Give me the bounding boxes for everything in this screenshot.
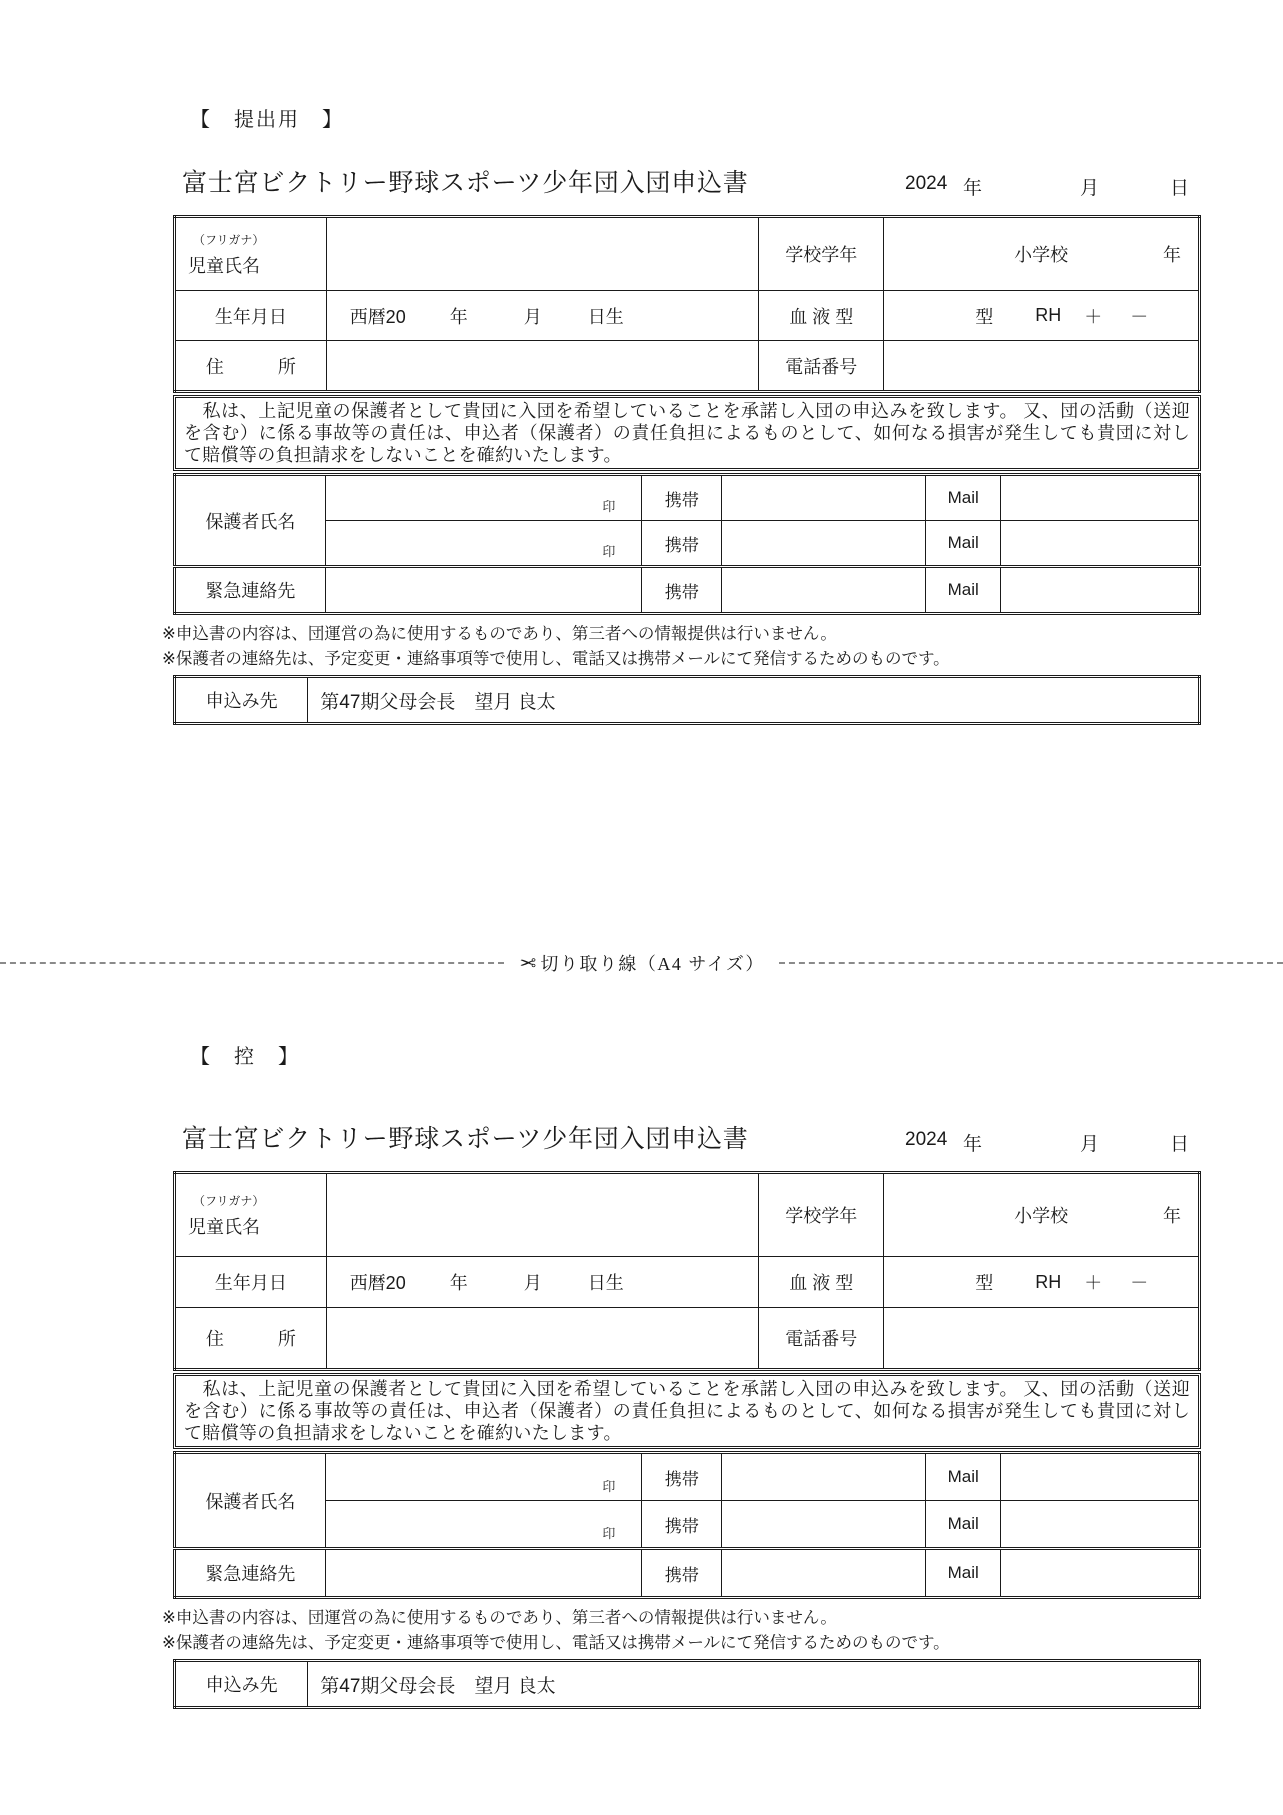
submit-to-label: 申込み先 (175, 677, 308, 724)
emergency-mobile-label: 携帯 (642, 1549, 722, 1598)
guardian1-mobile-label: 携帯 (642, 1453, 722, 1501)
blood-rh-minus: － (1130, 306, 1149, 327)
application-form-submission-copy (0, 103, 1283, 725)
phone-label: 電話番号 (759, 1308, 884, 1370)
blood-rh-label: RH (1035, 305, 1062, 325)
birth-date-field (326, 291, 759, 341)
note-line: ※保護者の連絡先は、予定変更・連絡事項等で使用し、電話又は携帯メールにて発信するためのものです。 (162, 650, 950, 668)
address-label: 住 所 (175, 341, 327, 392)
school-grade-field (884, 217, 1200, 291)
address-field (326, 341, 759, 392)
guardian1-mail-label: Mail (926, 475, 1001, 521)
blood-rh-plus: ＋ (1084, 1273, 1103, 1293)
date-year-unit: 年 (963, 1134, 983, 1155)
birth-date-label: 生年月日 (175, 1257, 327, 1308)
guardian2-mail-label: Mail (926, 1501, 1001, 1549)
guardian2-mobile-label: 携帯 (642, 1501, 722, 1549)
birth-date-label: 生年月日 (175, 291, 327, 341)
furigana-label: （フリガナ） (193, 1193, 265, 1208)
cut-line-label (504, 950, 779, 976)
seal-mark: 印 (602, 499, 616, 514)
emergency-mobile-field (722, 1549, 926, 1598)
notes (162, 622, 1283, 672)
blood-type-unit: 型 (975, 1273, 994, 1293)
guardian2-mail-label: Mail (926, 521, 1001, 567)
birth-month-unit: 月 (523, 306, 542, 327)
birth-month-unit: 月 (523, 1273, 542, 1293)
consent-text: 私は、上記児童の保護者として貴団に入団を希望していることを承諾し入団の申込みを致します。 又、団の活動（送迎を含む）に係る事故等の責任は、申込者（保護者）の責任負担によるものとして、如何なる損害が発生しても貴団に対して賠償等の負担請求をしないことを確約いたします。 (184, 1379, 1190, 1443)
child-name-field (326, 217, 759, 291)
school-grade-field (884, 1173, 1200, 1257)
phone-field (884, 1308, 1200, 1370)
date-month-unit: 月 (1080, 1134, 1100, 1155)
address-label: 住 所 (175, 1308, 327, 1370)
guardian2-mail-field (1001, 521, 1200, 567)
emergency-mail-field (1001, 567, 1200, 614)
scissors-icon: ✂ (518, 952, 537, 975)
child-info-table (173, 215, 1201, 393)
birth-era-prefix: 西暦20 (349, 1273, 406, 1293)
seal-mark: 印 (602, 1479, 616, 1494)
date-line (905, 1129, 1235, 1153)
form-title: 富士宮ビクトリー野球スポーツ少年団入団申込書 (182, 169, 749, 197)
form-title: 富士宮ビクトリー野球スポーツ少年団入団申込書 (182, 1125, 749, 1153)
submit-to-table (173, 1659, 1201, 1709)
submit-to-table (173, 675, 1201, 725)
child-name-field (326, 1173, 759, 1257)
seal-mark: 印 (602, 1526, 616, 1541)
date-year: 2024 (905, 1129, 948, 1150)
emergency-mail-label: Mail (926, 1549, 1001, 1598)
cut-line-text: 切り取り線（A4 サイズ） (540, 954, 765, 974)
birth-year-unit: 年 (449, 306, 468, 327)
furigana-label: （フリガナ） (193, 232, 265, 247)
consent-text: 私は、上記児童の保護者として貴団に入団を希望していることを承諾し入団の申込みを致します。 又、団の活動（送迎を含む）に係る事故等の責任は、申込者（保護者）の責任負担によるものとして、如何なる損害が発生しても貴団に対して賠償等の負担請求をしないことを確約いたします。 (184, 401, 1190, 465)
submit-to-value: 第47期父母会長 望月 良太 (308, 1661, 1200, 1708)
consent-statement-box (173, 1373, 1201, 1449)
note-line: ※保護者の連絡先は、予定変更・連絡事項等で使用し、電話又は携帯メールにて発信するためのものです。 (162, 1634, 950, 1652)
guardian-contact-table (173, 1451, 1201, 1599)
emergency-mobile-label: 携帯 (642, 567, 722, 614)
guardian2-mail-field (1001, 1501, 1200, 1549)
school-grade-label: 学校学年 (759, 217, 884, 291)
date-line (905, 173, 1235, 197)
phone-label: 電話番号 (759, 341, 884, 392)
birth-era-prefix: 西暦20 (349, 306, 406, 327)
emergency-name-field (325, 567, 642, 614)
blood-rh-minus: － (1130, 1273, 1149, 1293)
seal-mark: 印 (602, 544, 616, 559)
birth-year-unit: 年 (449, 1273, 468, 1293)
guardian-name-label: 保護者氏名 (175, 1453, 326, 1549)
emergency-mail-field (1001, 1549, 1200, 1598)
elementary-school-label: 小学校 (1014, 245, 1069, 265)
child-name-label-cell (175, 1173, 327, 1257)
guardian1-mobile-field (722, 1453, 926, 1501)
submit-to-label: 申込み先 (175, 1661, 308, 1708)
guardian1-mobile-field (722, 475, 926, 521)
cut-dash-left (0, 962, 504, 964)
emergency-contact-label: 緊急連絡先 (175, 1549, 326, 1598)
blood-type-field (884, 291, 1200, 341)
application-form-keep-copy (0, 1040, 1283, 1709)
copy-type-label: 【 提出用 】 (190, 109, 344, 131)
guardian2-name-field (325, 1501, 642, 1549)
child-name-label: 児童氏名 (188, 1216, 260, 1237)
blood-type-field (884, 1257, 1200, 1308)
guardian2-mobile-field (722, 521, 926, 567)
birth-day-unit: 日生 (587, 306, 624, 327)
elementary-school-label: 小学校 (1014, 1206, 1069, 1226)
date-year: 2024 (905, 173, 948, 194)
emergency-mail-label: Mail (926, 567, 1001, 614)
blood-rh-label: RH (1035, 1271, 1062, 1292)
submit-to-value: 第47期父母会長 望月 良太 (308, 677, 1200, 724)
title-row (182, 1119, 1283, 1155)
date-day-unit: 日 (1170, 1134, 1190, 1155)
guardian2-mobile-label: 携帯 (642, 521, 722, 567)
address-field (326, 1308, 759, 1370)
emergency-contact-label: 緊急連絡先 (175, 567, 326, 614)
emergency-name-field (325, 1549, 642, 1598)
consent-statement-box (173, 395, 1201, 471)
child-name-label: 児童氏名 (188, 255, 260, 276)
note-line: ※申込書の内容は、団運営の為に使用するものであり、第三者への情報提供は行いません。 (162, 625, 837, 643)
guardian2-name-field (325, 521, 642, 567)
blood-type-unit: 型 (975, 306, 994, 327)
child-name-label-cell (175, 217, 327, 291)
grade-year-unit: 年 (1163, 1206, 1181, 1226)
cut-dash-right (779, 962, 1283, 964)
blood-type-label: 血 液 型 (759, 1257, 884, 1308)
birth-date-field (326, 1257, 759, 1308)
date-year-unit: 年 (963, 178, 983, 199)
guardian1-name-field (325, 475, 642, 521)
guardian1-mail-field (1001, 1453, 1200, 1501)
guardian-contact-table (173, 473, 1201, 615)
blood-rh-plus: ＋ (1084, 306, 1103, 327)
title-row (182, 163, 1283, 199)
guardian-name-label: 保護者氏名 (175, 475, 326, 567)
note-line: ※申込書の内容は、団運営の為に使用するものであり、第三者への情報提供は行いません。 (162, 1609, 837, 1627)
guardian1-mail-field (1001, 475, 1200, 521)
date-month-unit: 月 (1080, 178, 1100, 199)
child-info-table (173, 1171, 1201, 1371)
guardian1-name-field (325, 1453, 642, 1501)
notes (162, 1606, 1283, 1656)
phone-field (884, 341, 1200, 392)
cut-line (0, 948, 1283, 978)
guardian1-mail-label: Mail (926, 1453, 1001, 1501)
blood-type-label: 血 液 型 (759, 291, 884, 341)
grade-year-unit: 年 (1163, 245, 1181, 265)
guardian2-mobile-field (722, 1501, 926, 1549)
emergency-mobile-field (722, 567, 926, 614)
date-day-unit: 日 (1170, 178, 1190, 199)
school-grade-label: 学校学年 (759, 1173, 884, 1257)
birth-day-unit: 日生 (587, 1273, 624, 1293)
copy-type-label: 【 控 】 (190, 1046, 300, 1068)
guardian1-mobile-label: 携帯 (642, 475, 722, 521)
